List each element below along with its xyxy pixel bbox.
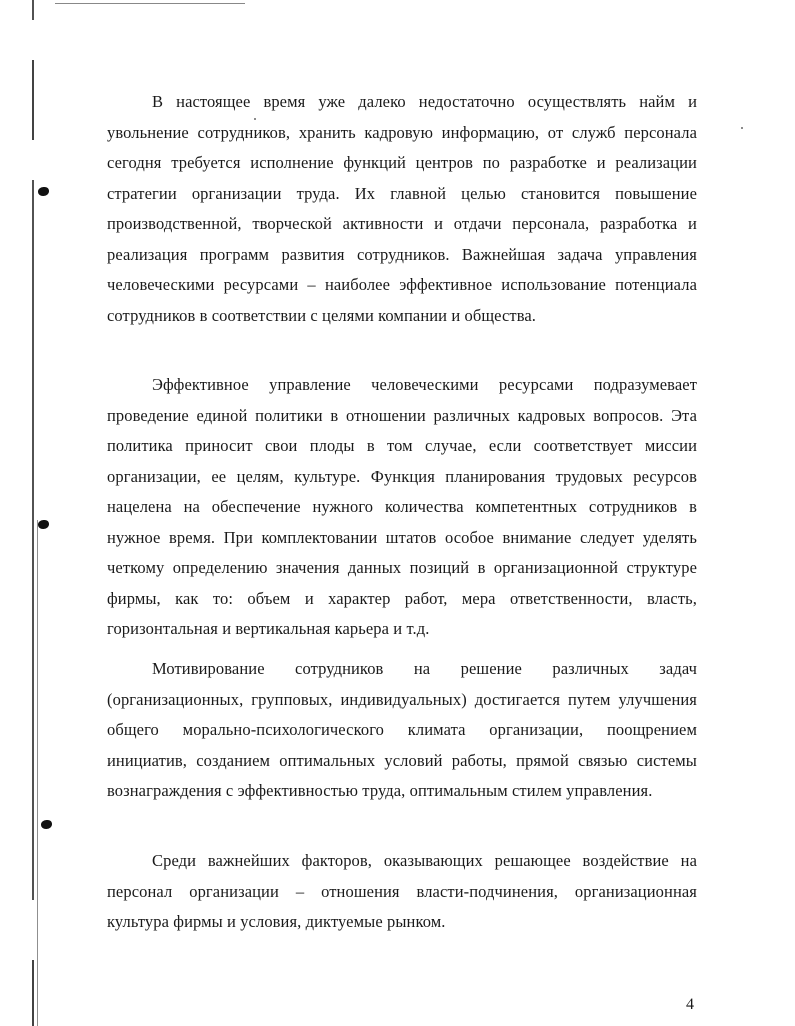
scan-top-rule	[55, 3, 245, 4]
paragraph: В настоящее время уже далеко недостаточно осуществлять найм и увольнение сотрудников, хранить кадровую информацию, от служб персонала сегодня требуется исполнение функций центров по разработке и реализации стратегии организации труда. Их главной целью становится повышение производственной, творческой активности и отдачи персонала, разработка и реализация программ развития сотрудников. Важнейшая задача управления человеческими ресурсами – наиболее эффективное использование потенциала сотрудников в соответствии с целями компании и общества.	[107, 92, 697, 325]
punch-hole-mark	[41, 820, 52, 829]
page-number: 4	[686, 996, 694, 1013]
binding-edge-line	[32, 0, 34, 1026]
scan-speck	[741, 127, 743, 129]
binding-edge-line-secondary	[37, 520, 38, 1026]
paragraph: Мотивирование сотрудников на решение различных задач (организационных, групповых, индивидуальных) достигается путем улучшения общего морально-психологического климата организации, поощрением инициатив, созданием оптимальных условий работы, прямой связью системы вознаграждения с эффективностью труда, оптимальным стилем управления.	[107, 659, 697, 800]
paragraph: Среди важнейших факторов, оказывающих решающее воздействие на персонал организации – отношения власти-подчинения, организационная культура фирмы и условия, диктуемые рынком.	[107, 851, 697, 931]
punch-hole-mark	[38, 520, 49, 529]
punch-hole-mark	[38, 187, 49, 196]
paragraph: Эффективное управление человеческими ресурсами подразумевает проведение единой политики в отношении различных кадровых вопросов. Эта политика приносит свои плоды в том случае, если соответствует миссии организации, ее целям, культуре. Функция планирования трудовых ресурсов нацелена на обеспечение нужного количества компетентных сотрудников в нужное время. При комплектовании штатов особое внимание следует уделять четкому определению значения данных позиций в организационной структуре фирмы, как то: объем и характер работ, мера ответственности, власть, горизонтальная и вертикальная карьера и т.д.	[107, 375, 697, 638]
